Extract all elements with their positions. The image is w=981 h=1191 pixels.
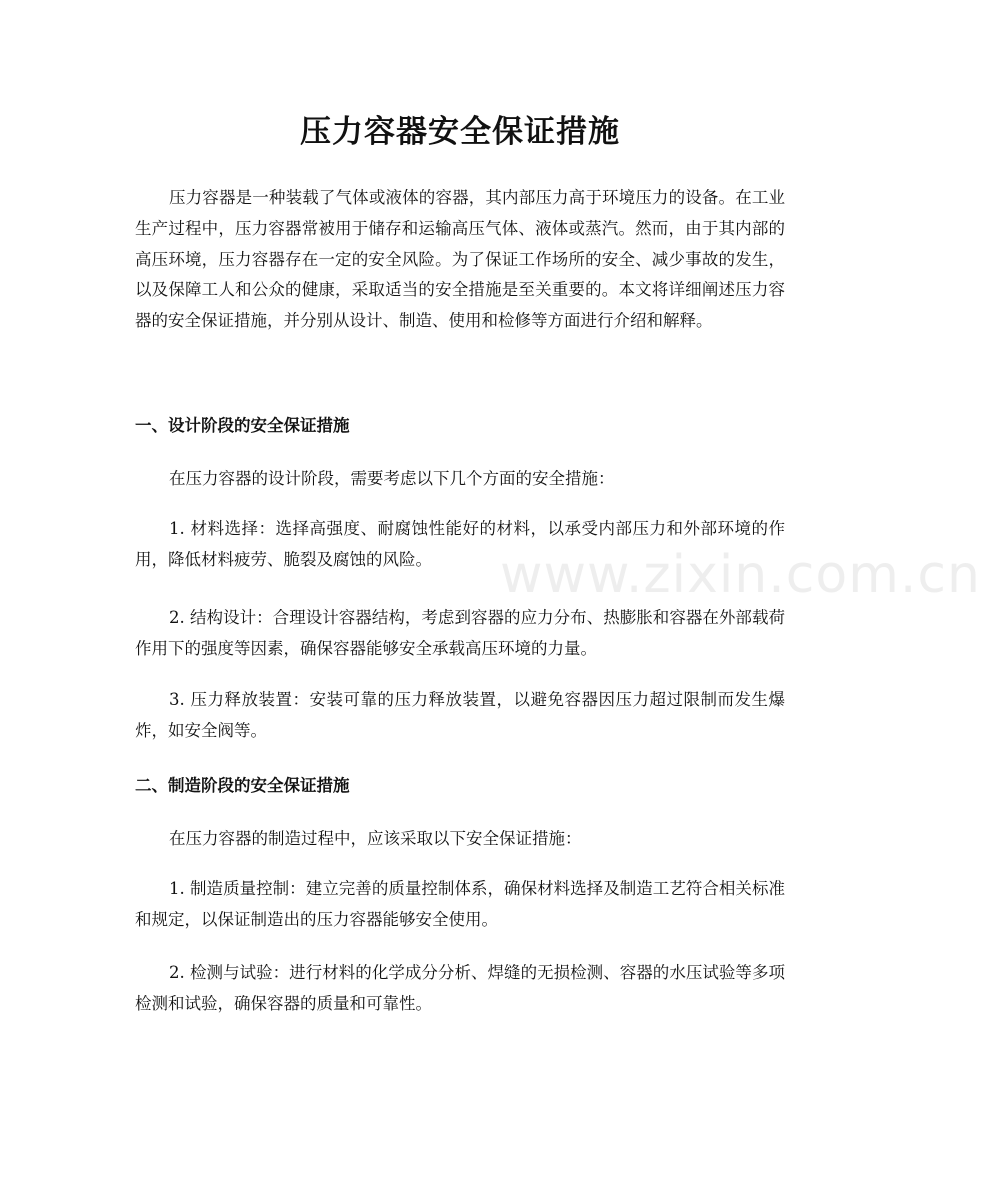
list-item-material: 1. 材料选择：选择高强度、耐腐蚀性能好的材料，以承受内部压力和外部环境的作用，降低材料疲劳、脆裂及腐蚀的风险。 (135, 519, 785, 569)
list-item-inspection: 2. 检测与试验：进行材料的化学成分分析、焊缝的无损检测、容器的水压试验等多项检测和试验，确保容器的质量和可靠性。 (135, 963, 785, 1013)
watermark-text: www.zixin.com.cn (500, 545, 981, 605)
section-heading-design: 一、设计阶段的安全保证措施 (135, 416, 350, 435)
section-heading-manufacturing: 二、制造阶段的安全保证措施 (135, 776, 350, 795)
list-item-quality-control: 1. 制造质量控制：建立完善的质量控制体系，确保材料选择及制造工艺符合相关标准和规定，以保证制造出的压力容器能够安全使用。 (135, 879, 785, 929)
section-lead-manufacturing: 在压力容器的制造过程中，应该采取以下安全保证措施： (169, 829, 582, 848)
list-item-pressure-relief: 3. 压力释放装置：安装可靠的压力释放装置，以避免容器因压力超过限制而发生爆炸，如安全阀等。 (135, 690, 785, 740)
section-lead-design: 在压力容器的设计阶段，需要考虑以下几个方面的安全措施： (169, 469, 615, 488)
document-title: 压力容器安全保证措施 (300, 114, 620, 150)
list-item-structure: 2. 结构设计：合理设计容器结构，考虑到容器的应力分布、热膨胀和容器在外部载荷作用下的强度等因素，确保容器能够安全承载高压环境的力量。 (135, 608, 785, 658)
intro-paragraph: 压力容器是一种装载了气体或液体的容器，其内部压力高于环境压力的设备。在工业生产过程中，压力容器常被用于储存和运输高压气体、液体或蒸汽。然而，由于其内部的高压环境，压力容器存在一定的安全风险。为了保证工作场所的安全、减少事故的发生，以及保障工人和公众的健康，采取适当的安全措施是至关重要的。本文将详细阐述压力容器的安全保证措施，并分别从设计、制造、使用和检修等方面进行介绍和解释。 (135, 188, 785, 331)
